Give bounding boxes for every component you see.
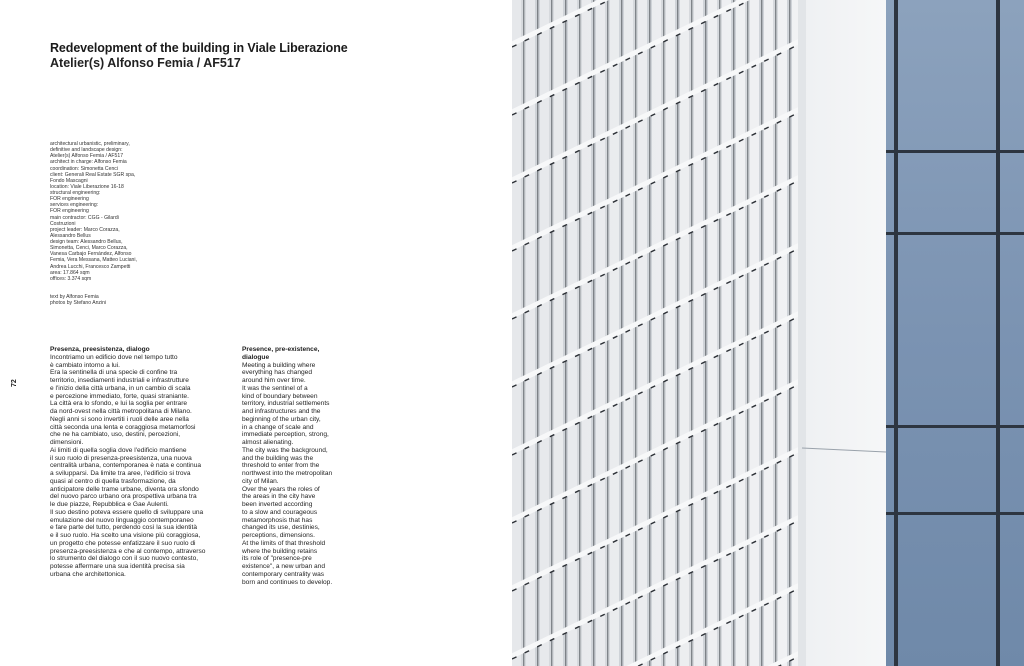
- fin-gap: [775, 0, 776, 666]
- english-line: almost alienating.: [242, 439, 294, 446]
- english-line: At the limits of that threshold: [242, 539, 326, 547]
- page-number: 72: [11, 379, 18, 387]
- english-line: threshold to enter from the: [242, 462, 320, 470]
- english-line: Over the years the roles of: [242, 485, 320, 493]
- italian-line: che ne ha cambiato, uso, destini, percezioni,: [50, 431, 181, 439]
- facade-photograph: [512, 0, 1024, 666]
- italian-line: territorio, insediamenti industriali e infrastrutture: [50, 377, 189, 384]
- english-line: The city was the background,: [242, 446, 328, 454]
- english-line: around him over time.: [242, 377, 306, 384]
- italian-line: Il suo destino poteva essere quello di sviluppare una: [50, 508, 204, 516]
- english-line: beginning of the urban city,: [242, 415, 321, 423]
- horizontal-mullion: [886, 425, 1024, 428]
- italian-line: del nuovo parco urbano ora prospettiva urbana tra: [50, 493, 197, 501]
- article-title: Redevelopment of the building in Viale Liberazione: [50, 41, 348, 55]
- credit-line: coordination: Simonetta Cenci: [50, 165, 118, 172]
- italian-line: un progetto che potesse enfatizzare il suo ruolo di: [50, 539, 196, 547]
- fin-gap: [663, 0, 664, 666]
- credit-line: structural engineering:: [50, 190, 101, 196]
- right-page: [512, 0, 1024, 666]
- italian-line: La città era lo sfondo, e lui la soglia per entrare: [50, 400, 188, 408]
- english-line: metamorphosis that has: [242, 516, 313, 524]
- english-line: born and continues to develop.: [242, 578, 333, 586]
- credit-line: location: Viale Liberazione 16-18: [50, 183, 124, 190]
- vertical-mullion: [894, 0, 898, 666]
- english-line: northwest into the metropolitan: [242, 470, 333, 477]
- photo-credit: photos by Stefano Anzini: [50, 300, 107, 307]
- project-credits: [50, 141, 160, 282]
- italian-line: dimensioni.: [50, 439, 84, 446]
- english-line: its role of "presence-pre: [242, 555, 312, 563]
- italian-line: e percezione immediato, forte, quasi straniante.: [50, 392, 189, 400]
- credit-line: Atelier(s) Alfonso Femia / AF517: [50, 153, 124, 160]
- italian-line: Ai limiti di quella soglia dove l'edificio mantiene: [50, 446, 187, 454]
- horizontal-mullion: [886, 150, 1024, 153]
- fin-gap: [691, 0, 692, 666]
- italian-line: e l'inizio della città urbana, in un cambio di scala: [50, 384, 191, 392]
- english-line: existence", a new urban and: [242, 563, 325, 570]
- credit-line: Andrea Lucchi, Francesco Zampetti: [50, 263, 131, 270]
- english-line: immediate perception, strong,: [242, 431, 329, 439]
- italian-line: è cambiato intorno a lui.: [50, 361, 121, 369]
- italian-line: centralità urbana, contemporanea è nata e continua: [50, 462, 202, 470]
- italian-line: da nord-ovest nella città metropolitana di Milano.: [50, 408, 192, 415]
- corner-pier: [798, 0, 886, 666]
- italian-line: emulazione del nuovo linguaggio contemporaneo: [50, 516, 194, 524]
- fin-gap: [649, 0, 650, 666]
- credit-line: main contractor: CGG - Gilardi: [50, 214, 119, 221]
- english-line: to a slow and courageous: [242, 508, 318, 516]
- english-line: changed its use, destinies,: [242, 524, 320, 532]
- fin-gap: [607, 0, 608, 666]
- fin-gap: [747, 0, 748, 666]
- fin-gap: [635, 0, 636, 666]
- horizontal-mullion: [886, 232, 1024, 235]
- fin-gap: [579, 0, 580, 666]
- italian-line: il suo ruolo di presenza-preesistenza, una nuova: [50, 454, 192, 462]
- horizontal-mullion: [886, 512, 1024, 515]
- credit-line: architect in charge: Alfonso Femia: [50, 159, 127, 166]
- italian-line: e il suo ruolo. Ha scelto una visione più coraggiosa,: [50, 532, 201, 539]
- italian-line: a svilupparsi. Da limite tra aree, l'edificio si trova: [50, 470, 191, 477]
- english-heading: Presence, pre-existence,: [242, 346, 320, 353]
- fin-gap: [565, 0, 566, 666]
- italian-line: le due piazze, Repubblica e Gae Aulenti.: [50, 501, 169, 508]
- english-line: city of Milan.: [242, 477, 279, 485]
- english-line: the areas in the city have: [242, 493, 316, 501]
- italian-line: Era la sentinella di una specie di confine tra: [50, 369, 178, 377]
- english-line: It was the sentinel of a: [242, 384, 308, 392]
- english-line: everything has changed: [242, 369, 313, 377]
- article-subtitle: Atelier(s) Alfonso Femia / AF517: [50, 56, 241, 70]
- english-line: where the building retains: [242, 547, 318, 555]
- italian-column: [50, 346, 205, 579]
- italian-line: quasi al centro di quella trasformazione, da: [50, 477, 176, 485]
- credit-line: Simonetta, Cenci, Marco Corazza,: [50, 245, 128, 252]
- credit-line: Fondo Mascagni: [50, 177, 88, 184]
- english-line: contemporary centrality was: [242, 570, 325, 578]
- english-line: in a change of scale and: [242, 423, 314, 431]
- credit-line: project leader: Marco Corazza,: [50, 226, 120, 233]
- english-line: perceptions, dimensions.: [242, 532, 315, 539]
- italian-line: Negli anni si sono invertiti i ruoli delle aree nella: [50, 415, 189, 423]
- fin-gap: [719, 0, 720, 666]
- credit-line: Vanesa Carbajo Fernández, Alfonso: [50, 251, 132, 258]
- italian-line: potesse affermare una sua identità precisa sia: [50, 563, 185, 570]
- fin-gap: [733, 0, 734, 666]
- credit-line: Costruzioni: [50, 220, 76, 227]
- credit-line: architectural urbanistic, preliminary,: [50, 141, 130, 147]
- italian-line: città seconda una lenta e coraggiosa metamorfosi: [50, 423, 196, 431]
- fin-gap: [523, 0, 524, 666]
- fin-gap: [593, 0, 594, 666]
- credit-line: definitive and landscape design:: [50, 147, 123, 154]
- credit-line: offices: 3.374 sqm: [50, 275, 92, 282]
- italian-line: anticipatore delle trame urbane, diventa ora sfondo: [50, 485, 199, 493]
- italian-line: e fare parte del tutto, perdendo così la sua identità: [50, 524, 197, 532]
- credit-line: area: 17.864 sqm: [50, 269, 90, 276]
- credit-line: design team: Alessandro Bellus,: [50, 239, 123, 245]
- pier-edge: [798, 0, 806, 666]
- glass-curtain-wall: [886, 0, 1024, 666]
- italian-heading: Presenza, preesistenza, dialogo: [50, 346, 150, 353]
- italian-line: Incontriamo un edificio dove nel tempo tutto: [50, 353, 178, 361]
- english-heading: dialogue: [242, 353, 270, 361]
- text-credit: text by Alfonso Femia: [50, 294, 99, 300]
- byline: [50, 294, 106, 306]
- credit-line: client: Generali Real Estate SGR spa,: [50, 171, 136, 178]
- credit-line: services engineering:: [50, 202, 99, 209]
- english-line: and infrastructures and the: [242, 408, 321, 415]
- credit-line: Alessandro Bellus: [50, 232, 91, 239]
- credit-line: Femia, Vera Messana, Matteo Luciani,: [50, 257, 137, 264]
- italian-line: urbana che architettonica.: [50, 570, 126, 578]
- credit-line: FOR engineering: [50, 208, 89, 215]
- italian-line: presenza-preesistenza e che al contempo, attraverso: [50, 547, 206, 555]
- english-line: Meeting a building where: [242, 361, 316, 369]
- fin-gap: [789, 0, 790, 666]
- english-line: been inverted according: [242, 501, 313, 508]
- english-column: [242, 346, 332, 586]
- italian-line: lo strumento del dialogo con il suo nuovo contesto,: [50, 555, 199, 563]
- english-line: and the building was the: [242, 454, 314, 462]
- english-line: kind of boundary between: [242, 392, 318, 400]
- vertical-mullion: [996, 0, 1000, 666]
- credit-line: FOR engineering: [50, 196, 89, 203]
- english-line: territory, industrial settlements: [242, 400, 330, 408]
